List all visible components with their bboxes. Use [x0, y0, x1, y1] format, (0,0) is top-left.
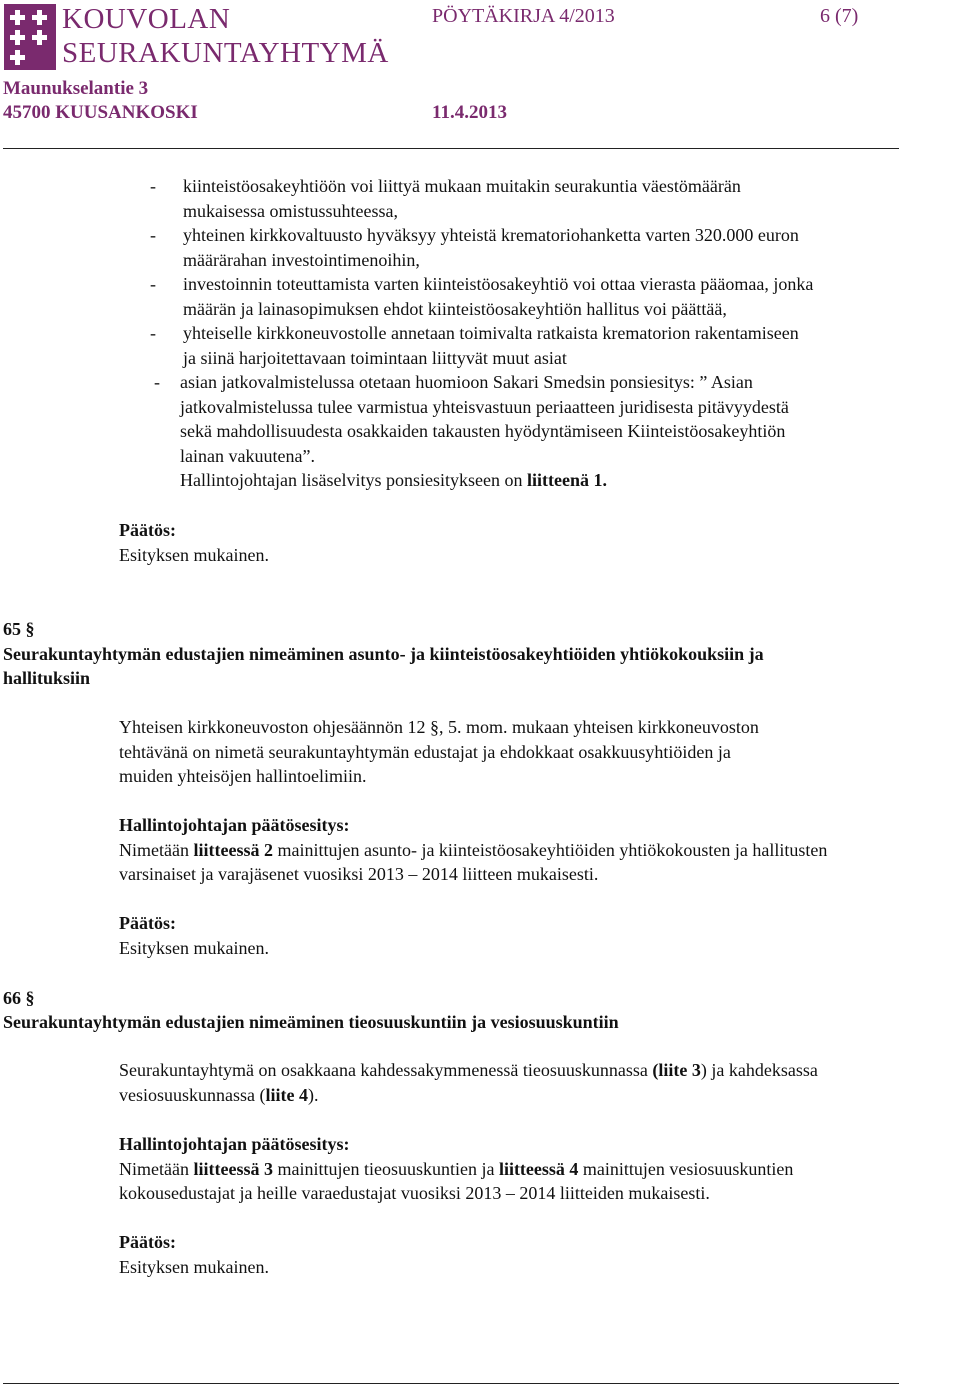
list-item — [150, 370, 930, 493]
decision-text: Esityksen mukainen. — [119, 1257, 269, 1277]
postal-address: 45700 KUUSANKOSKI — [3, 102, 198, 123]
bullet-dash: - — [150, 176, 156, 196]
list-item-line: mukaisessa omistussuhteessa, — [183, 200, 398, 221]
appendix-reference: (liite 3 — [652, 1060, 701, 1080]
appendix-note — [180, 468, 930, 493]
decision-text: Esityksen mukainen. — [119, 938, 269, 958]
bullet-dash: - — [150, 323, 156, 343]
list-item — [150, 174, 930, 223]
list-item-line: yhteiselle kirkkoneuvostolle annetaan toimivalta ratkaista krematorion rakentamiseen — [183, 323, 799, 343]
body-text: ) ja kahdeksassa — [700, 1060, 818, 1080]
document-title: PÖYTÄKIRJA 4/2013 — [432, 5, 615, 27]
bullet-dash: - — [150, 225, 156, 245]
proposal-line — [119, 838, 827, 863]
decision-label: Päätös: — [119, 520, 176, 540]
organization-name-line2: SEURAKUNTAYHTYMÄ — [62, 37, 389, 69]
body-text: vesiosuuskunnassa ( — [119, 1085, 266, 1105]
body-line: tehtävänä on nimetä seurakuntayhtymän edustajat ja ehdokkaat osakkuusyhtiöiden ja — [119, 741, 731, 762]
appendix-reference: liitteessä 3 — [193, 1159, 273, 1179]
appendix-note-text: Hallintojohtajan lisäselvitys ponsiesitykseen on — [180, 470, 527, 490]
list-item-line: yhteinen kirkkovaltuusto hyväksyy yhteistä krematoriohanketta varten 320.000 euron — [183, 225, 799, 245]
list-item-line: kiinteistöosakeyhtiöön voi liittyä mukaan muitakin seurakuntia väestömäärän — [183, 176, 741, 196]
proposal-line: kokousedustajat ja heille varaedustajat vuosiksi 2013 – 2014 liitteiden mukaisesti. — [119, 1183, 710, 1203]
list-item-line: määrärahan investointimenoihin, — [183, 249, 420, 270]
list-item-line: jatkovalmistelussa tulee varmistua yhteisvastuun periaatteen juridisesta pitävyydestä — [180, 396, 789, 417]
list-item-line: määrän ja lainasopimuksen ehdot kiinteistöosakeyhtiön hallitus voi päättää, — [183, 298, 727, 319]
appendix-reference: liitteessä 2 — [193, 840, 273, 860]
section-title: Seurakuntayhtymän edustajien nimeäminen asunto- ja kiinteistöosakeyhtiöiden yhtiökokouksiin ja — [3, 644, 764, 664]
cross-logo-icon — [4, 4, 56, 70]
organization-name-line1: KOUVOLAN — [62, 3, 231, 35]
list-item — [150, 321, 930, 370]
section-number: 65 § — [3, 619, 35, 639]
proposal-text: mainittujen vesiosuuskuntien — [578, 1159, 794, 1179]
list-item-line: investoinnin toteuttamista varten kiinteistöosakeyhtiö voi ottaa vierasta pääomaa, jonka — [183, 274, 814, 294]
body-line: muiden yhteisöjen hallintoelimiin. — [119, 766, 367, 786]
proposal-text: mainittujen tieosuuskuntien ja — [272, 1159, 499, 1179]
body-line — [119, 1058, 818, 1083]
document-date: 11.4.2013 — [432, 102, 507, 123]
appendix-reference: liite 4 — [265, 1085, 308, 1105]
bullet-dash: - — [150, 274, 156, 294]
list-item-line: ja siinä harjoitettavaan toimintaan liittyvät muut asiat — [183, 347, 567, 368]
proposal-line — [119, 1157, 793, 1182]
page-number: 6 (7) — [820, 5, 859, 27]
body-text: ). — [308, 1085, 319, 1105]
organization-logo — [4, 4, 56, 70]
proposal-label: Hallintojohtajan päätösesitys: — [119, 1134, 350, 1154]
section-body — [119, 715, 759, 789]
appendix-reference: liitteessä 4 — [498, 1159, 579, 1179]
section-number: 66 § — [3, 988, 35, 1008]
proposal-text: Nimetään — [119, 1159, 194, 1179]
proposal-line: varsinaiset ja varajäsenet vuosiksi 2013 – 2014 liitteen mukaisesti. — [119, 864, 599, 884]
proposal-text: mainittujen asunto- ja kiinteistöosakeyhtiöiden yhtiökokousten ja hallitusten — [272, 840, 828, 860]
body-text: Seurakuntayhtymä on osakkaana kahdessakymmenessä tieosuuskunnassa — [119, 1060, 653, 1080]
proposal-label: Hallintojohtajan päätösesitys: — [119, 815, 350, 835]
proposal-text: Nimetään — [119, 840, 194, 860]
appendix-reference: liitteenä 1. — [526, 470, 607, 490]
bullet-dash: - — [154, 372, 160, 392]
section-title-cont: hallituksiin — [3, 668, 91, 688]
list-item-line: lainan vakuutena”. — [180, 445, 315, 466]
body-line: Yhteisen kirkkoneuvoston ohjesäännön 12 §, 5. mom. mukaan yhteisen kirkkoneuvoston — [119, 717, 759, 737]
header-divider — [3, 148, 899, 149]
body-line — [119, 1083, 319, 1108]
decision-label: Päätös: — [119, 1232, 176, 1252]
list-item — [150, 272, 930, 321]
list-item-line: sekä mahdollisuudesta osakkaiden takausten hyödyntämiseen Kiinteistöosakeyhtiön — [180, 421, 786, 441]
list-item-line: asian jatkovalmistelussa otetaan huomioon Sakari Smedsin ponsiesitys: ” Asian — [180, 372, 753, 392]
decision-label: Päätös: — [119, 913, 176, 933]
decision-text: Esityksen mukainen. — [119, 545, 269, 565]
list-item — [150, 223, 930, 272]
street-address: Maunukselantie 3 — [3, 78, 149, 99]
bullet-list — [150, 174, 930, 493]
section-title: Seurakuntayhtymän edustajien nimeäminen tieosuuskuntiin ja vesiosuuskuntiin — [3, 1012, 619, 1032]
footer-divider — [3, 1383, 899, 1384]
